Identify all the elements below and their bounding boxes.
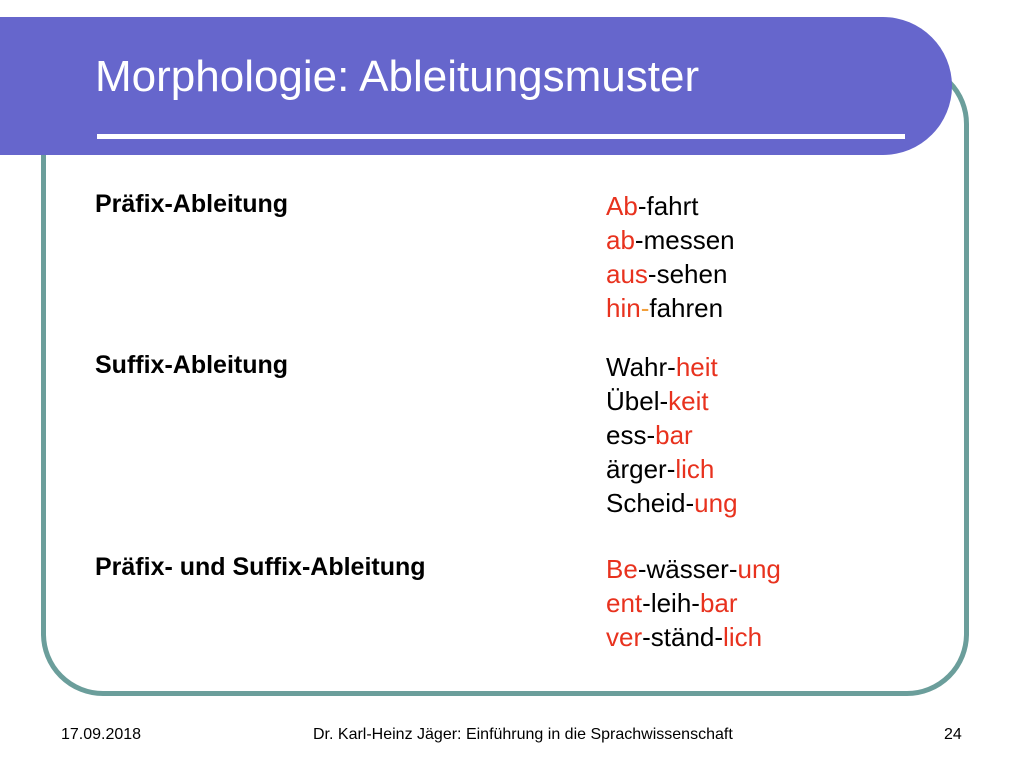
footer-date: 17.09.2018 xyxy=(61,726,142,743)
example-word xyxy=(606,418,738,452)
example-word xyxy=(606,384,738,418)
affix-segment: Ab xyxy=(606,191,638,221)
section-label-suffix: Suffix-Ableitung xyxy=(95,351,289,379)
example-word xyxy=(606,291,735,325)
stem-segment: Wahr- xyxy=(606,352,676,382)
affix-segment: bar xyxy=(699,588,738,618)
examples-praefix xyxy=(606,189,735,325)
example-word xyxy=(606,189,735,223)
stem-segment: -leih- xyxy=(642,588,700,618)
stem-segment: -messen xyxy=(634,225,735,255)
stem-segment: -wässer- xyxy=(637,554,738,584)
example-word xyxy=(606,452,738,486)
section-label-praefix-und-suffix: Präfix- und Suffix-Ableitung xyxy=(95,553,426,581)
example-word xyxy=(606,257,735,291)
affix-segment: hin xyxy=(606,293,641,323)
affix-segment: bar xyxy=(655,420,693,450)
section-label-praefix: Präfix-Ableitung xyxy=(95,190,289,218)
stem-segment: ess- xyxy=(606,420,656,450)
affix-segment: lich xyxy=(675,454,715,484)
stem-segment: -sehen xyxy=(647,259,728,289)
affix-segment: ung xyxy=(694,488,738,518)
footer-page-number: 24 xyxy=(944,726,962,743)
example-word xyxy=(606,223,735,257)
slide-title: Morphologie: Ableitungsmuster xyxy=(95,52,700,101)
title-underline xyxy=(97,134,905,139)
example-word xyxy=(606,586,781,620)
example-word xyxy=(606,552,781,586)
affix-segment: lich xyxy=(723,622,763,652)
affix-segment: heit xyxy=(675,352,718,382)
stem-segment: -fahrt xyxy=(637,191,699,221)
stem-segment: ärger- xyxy=(606,454,676,484)
affix-segment: aus xyxy=(606,259,648,289)
example-word xyxy=(606,620,781,654)
footer-author: Dr. Karl-Heinz Jäger: Einführung in die Sprachwissenschaft xyxy=(313,726,733,743)
stem-segment: fahren xyxy=(649,293,724,323)
stem-segment: Scheid- xyxy=(606,488,695,518)
affix-segment: ung xyxy=(737,554,781,584)
affix-segment: ent xyxy=(606,588,643,618)
affix-segment: Be xyxy=(606,554,638,584)
example-word xyxy=(606,350,738,384)
stem-segment: -ständ- xyxy=(642,622,724,652)
stem-segment: Übel- xyxy=(606,386,669,416)
hyphen-segment: - xyxy=(640,293,650,323)
affix-segment: ab xyxy=(606,225,635,255)
affix-segment: keit xyxy=(668,386,709,416)
affix-segment: ver xyxy=(606,622,643,652)
examples-praefix-und-suffix xyxy=(606,552,781,654)
example-word xyxy=(606,486,738,520)
examples-suffix xyxy=(606,350,738,520)
